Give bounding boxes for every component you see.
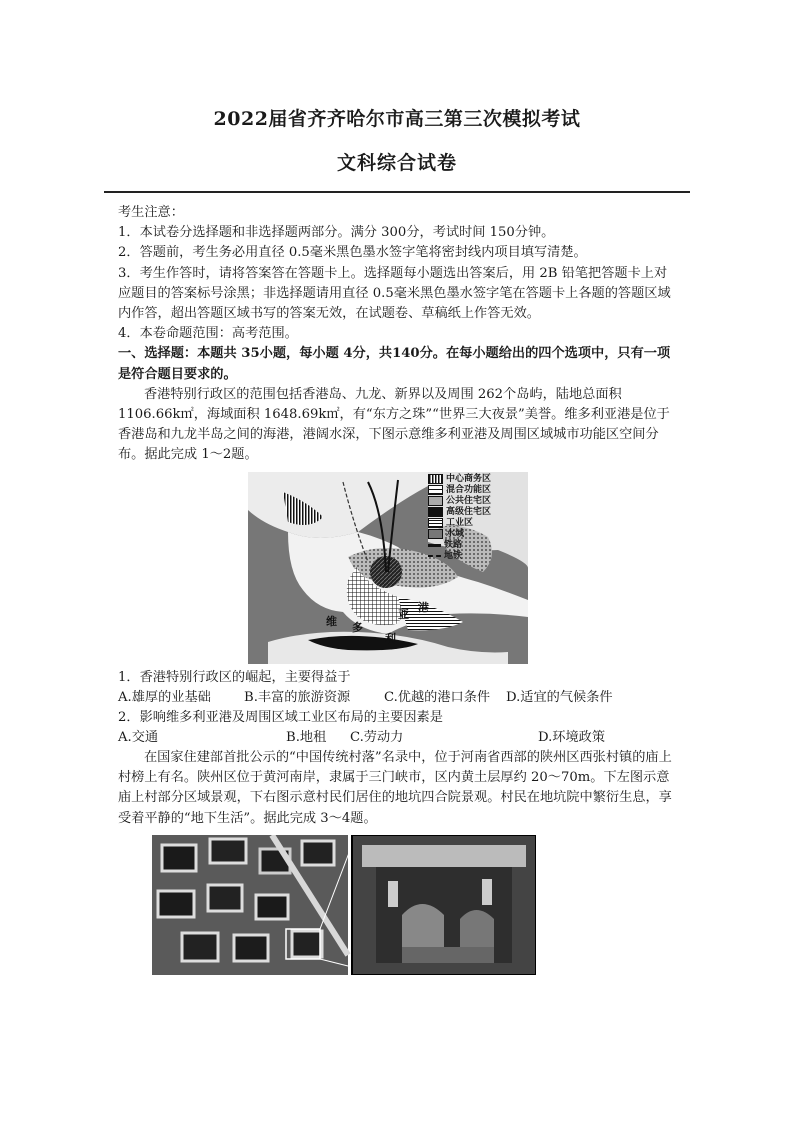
legend-label: 工业区 <box>446 517 474 528</box>
legend-row-metro <box>428 551 526 562</box>
legend-swatch-high <box>428 507 443 517</box>
section-heading: 一、选择题：本题共 35小题，每小题 4分，共140分。在每小题给出的四个选项中，只有一项是符合题目要求的。 <box>118 346 671 382</box>
legend-row-high <box>428 507 526 518</box>
legend-row-railway <box>428 540 526 551</box>
exam-body <box>118 203 678 975</box>
exam-subtitle: 文科综合试卷 <box>336 152 457 174</box>
legend-row-water <box>428 529 526 540</box>
legend-swatch-railway <box>428 544 441 547</box>
legend-label: 中心商务区 <box>446 473 492 484</box>
notice-item-2: 2．答题前，考生务必用直径 0.5毫米黑色墨水签字笔将密封线内项目填写清楚。 <box>118 245 587 261</box>
q2-option-a[interactable]: A.交通 <box>118 730 159 746</box>
harbor-label-3: 利 <box>385 631 396 645</box>
legend-label: 地铁 <box>444 550 463 561</box>
q2-option-b[interactable]: B.地租 <box>286 730 327 746</box>
legend-swatch-industrial <box>428 518 443 528</box>
notice-item-3: 3．考生作答时，请将答案答在答题卡上。选择题每小题选出答案后，用 2B 铅笔把答题卡上对应题目的答案标号涂黑；非选择题请用直径 0.5毫米黑色墨水签字笔在答题卡上各题的答题区域内作答，超出答题区域书写的答案无效，在试题卷、草稿纸上作答无效。 <box>118 265 671 322</box>
courtyard-photo <box>352 835 536 975</box>
title-divider <box>104 191 690 193</box>
village-photos <box>152 835 536 975</box>
q1-option-d[interactable]: D.适宜的气候条件 <box>506 689 613 705</box>
legend-swatch-cbd <box>428 474 443 484</box>
map-legend <box>428 474 526 562</box>
aerial-village-photo <box>152 835 352 975</box>
question-1-options <box>118 688 678 708</box>
notice-item-4: 4．本卷命题范围：高考范围。 <box>118 326 298 342</box>
question-2-stem: 2．影响维多利亚港及周围区域工业区布局的主要因素是 <box>118 709 443 725</box>
legend-swatch-public <box>428 496 443 506</box>
legend-swatch-metro <box>428 555 441 557</box>
question-1-stem: 1．香港特别行政区的崛起，主要得益于 <box>118 669 351 685</box>
legend-swatch-mixed <box>428 485 443 495</box>
notice-heading: 考生注意： <box>118 205 184 220</box>
harbor-label-5: 港 <box>418 600 429 614</box>
q1-option-c[interactable]: C.优越的港口条件 <box>384 689 491 705</box>
question-2-options <box>118 728 678 748</box>
q1-option-b[interactable]: B.丰富的旅游资源 <box>244 689 351 705</box>
legend-row-public <box>428 496 526 507</box>
exam-title: 2022届省齐齐哈尔市高三第三次模拟考试 <box>213 108 581 130</box>
victoria-harbour-map <box>248 472 528 664</box>
legend-swatch-water <box>428 529 443 539</box>
harbor-label-1: 维 <box>326 614 337 628</box>
legend-label: 铁路 <box>444 539 463 550</box>
q2-option-d[interactable]: D.环境政策 <box>538 730 606 746</box>
legend-label: 公共住宅区 <box>446 495 492 506</box>
legend-row-cbd <box>428 474 526 485</box>
photo-graphics <box>152 835 536 975</box>
passage-hongkong: 香港特别行政区的范围包括香港岛、九龙、新界以及周围 262个岛屿，陆地总面积 1106.66k㎡，海域面积 1648.69k㎡，有“东方之珠”“世界三大夜景”美誉。维多利亚港是位于香港岛和九龙半岛之间的海港，港阔水深，下图示意维多利亚港及周围区域城市功能区空间分布。据此完成 1～2题。 <box>118 386 670 463</box>
legend-row-industrial <box>428 518 526 529</box>
legend-label: 混合功能区 <box>446 484 492 495</box>
legend-label: 水域 <box>446 528 465 539</box>
q1-option-a[interactable]: A.雄厚的业基础 <box>118 689 211 705</box>
legend-row-mixed <box>428 485 526 496</box>
q2-option-c[interactable]: C.劳动力 <box>350 730 404 746</box>
legend-label: 高级住宅区 <box>446 506 492 517</box>
harbor-label-4: 亚 <box>398 607 409 621</box>
passage-village: 在国家住建部首批公示的“中国传统村落”名录中，位于河南省西部的陕州区西张村镇的庙上村榜上有名。陕州区位于黄河南岸，隶属于三门峡市，区内黄土层厚约 20～70m。下左图示意庙上村部分区域景观，下右图示意村民们居住的地坑四合院景观。村民在地坑院中繁衍生息，享受着平静的“地下生活”。据此完成 3～4题。 <box>118 750 672 826</box>
harbor-label-2: 多 <box>352 620 363 634</box>
notice-item-1: 1．本试卷分选择题和非选择题两部分。满分 300分，考试时间 150分钟。 <box>118 225 555 241</box>
